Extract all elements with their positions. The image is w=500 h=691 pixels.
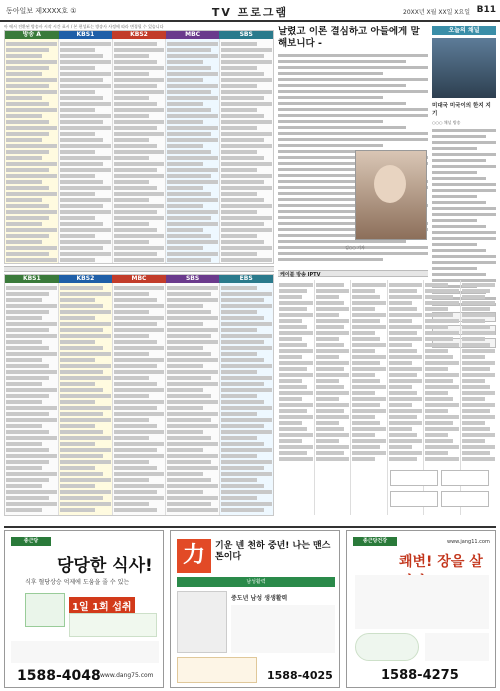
ad-subheadline: 중도년 남성 생생활력 xyxy=(231,595,288,602)
cable-logo xyxy=(441,491,489,507)
cable-column xyxy=(314,280,351,515)
channel-header: SBS xyxy=(219,31,273,39)
article-headline: 날렸고 이론 결심하고 아들에게 말해보니다 - xyxy=(278,26,420,49)
ad-headline: 쾌변! 장을 살 xyxy=(399,554,483,570)
sidebar-caption: ○○○ 채널 방송 xyxy=(432,120,461,125)
product-box xyxy=(25,593,65,627)
ad-divider xyxy=(4,522,496,528)
page-header xyxy=(0,0,500,22)
channel-divider-strip xyxy=(4,266,274,272)
article-byline: 김○○ 기자 xyxy=(345,245,365,250)
schedule-columns xyxy=(5,283,273,515)
channel-header: KBS2 xyxy=(59,275,113,283)
cable-logo-grid xyxy=(390,470,496,508)
ad-url[interactable]: www.dang75.com xyxy=(100,672,154,679)
channel-column xyxy=(112,283,166,515)
ad-headline: 기운 넨 천하 중년! 나는 맨스톤이다 xyxy=(215,541,331,562)
channel-header-row xyxy=(5,31,273,39)
ad-badge: 1일 1회 섭취 xyxy=(69,597,135,614)
ad-description xyxy=(231,605,335,653)
sidebar-photo xyxy=(432,38,496,98)
channel-header: KBS1 xyxy=(5,275,59,283)
channel-column xyxy=(165,283,219,515)
ad-feature-list xyxy=(69,613,157,637)
ad-url[interactable]: www.jang11.com xyxy=(447,539,490,545)
bottom-schedule-grid xyxy=(4,274,274,516)
channel-header: MBC xyxy=(112,275,166,283)
top-schedule-grid xyxy=(4,30,274,264)
ad-logo-mark: 力 xyxy=(177,539,211,573)
cable-label: 케이블 방송 IPTV xyxy=(280,272,321,278)
cable-logo xyxy=(390,491,438,507)
channel-column xyxy=(219,39,273,263)
channel-header: KBS2 xyxy=(112,31,166,39)
issue-date: 20XX년 X월 XX일 X요일 xyxy=(403,9,470,16)
page-number: B11 xyxy=(476,5,496,15)
schedule-columns xyxy=(5,39,273,263)
ad-illustration xyxy=(355,633,419,661)
ad-headline: 당당한 식사! xyxy=(57,556,153,576)
ad-manstone[interactable] xyxy=(170,530,340,688)
channel-column xyxy=(112,39,166,263)
ad-description xyxy=(355,575,489,629)
channel-column xyxy=(58,283,112,515)
ad-dang[interactable] xyxy=(4,530,164,688)
channel-header: SBS xyxy=(166,275,220,283)
sidebar-title: 미대국 미국이의 한지 지기 xyxy=(432,103,491,117)
ad-feature-list xyxy=(425,633,489,661)
ad-badge-wrap xyxy=(69,595,135,614)
ad-subheadline: 식후 혈당상승 억제에 도움을 줄 수 있는 xyxy=(25,579,130,586)
cable-logo xyxy=(390,470,438,486)
channel-header: MBC xyxy=(166,31,220,39)
article-photo xyxy=(355,150,427,240)
ad-jang[interactable] xyxy=(346,530,496,688)
ad-brand: 종근당 xyxy=(11,537,51,546)
channel-column xyxy=(165,39,219,263)
cable-header-strip xyxy=(278,270,428,277)
channel-header-row xyxy=(5,275,273,283)
ad-phone[interactable]: 1588-4048 xyxy=(17,668,101,684)
ad-phone[interactable]: 1588-4025 xyxy=(267,669,333,682)
ad-brand: 종근당건강 xyxy=(353,537,397,546)
cable-column xyxy=(350,280,387,515)
ad-promo-box xyxy=(177,657,257,683)
ad-brand: 남성활력 xyxy=(177,577,335,587)
channel-header: KBS1 xyxy=(59,31,113,39)
channel-column xyxy=(58,39,112,263)
ad-illustration xyxy=(177,591,227,653)
channel-header: EBS xyxy=(219,275,273,283)
ad-phone[interactable]: 1588-4275 xyxy=(381,668,459,683)
channel-header: 방송 A xyxy=(5,31,59,39)
ad-description xyxy=(11,641,159,663)
cable-column xyxy=(278,280,314,515)
channel-column xyxy=(5,39,58,263)
schedule-notice: 아 에서 전환된 방송사 시작 시간 표시 / 본 편성표는 방송사 사정에 따라 변경될 수 있습니다 xyxy=(4,24,164,29)
newspaper-name: 동아일보 제XXXX호 ① xyxy=(6,7,77,15)
cable-logo xyxy=(441,470,489,486)
channel-column xyxy=(5,283,58,515)
sidebar-badge: 오늘의 채널 xyxy=(432,26,496,35)
section-title: TV 프로그램 xyxy=(211,6,289,19)
channel-column xyxy=(219,283,273,515)
